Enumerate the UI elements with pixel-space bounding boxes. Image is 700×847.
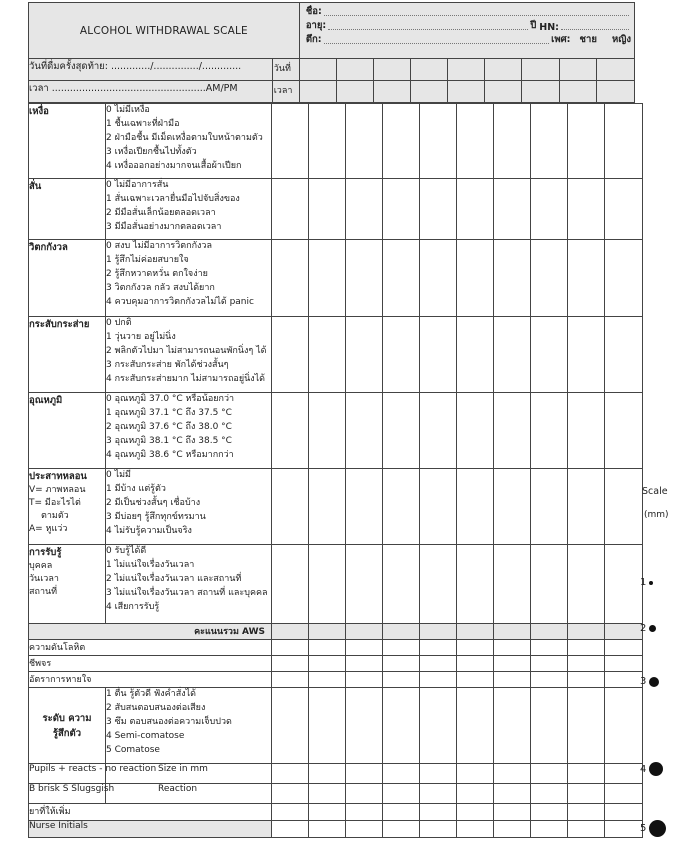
score-cell[interactable] — [272, 672, 309, 688]
score-cell[interactable] — [531, 469, 568, 545]
score-cell[interactable] — [383, 179, 420, 240]
criterion-option: 0 ไม่มีอาการสั่น — [106, 180, 169, 190]
score-cell[interactable] — [605, 804, 643, 821]
age-field[interactable] — [328, 29, 528, 30]
score-cell[interactable] — [605, 656, 643, 672]
score-cell[interactable] — [457, 640, 494, 656]
score-cell[interactable] — [494, 821, 531, 838]
score-cell[interactable] — [346, 764, 383, 784]
score-cell[interactable] — [494, 317, 531, 393]
score-cell[interactable] — [531, 764, 568, 784]
assessment-table — [28, 2, 635, 103]
criterion-option: 1 รู้สึกไม่ค่อยสบายใจ — [106, 254, 189, 265]
criterion-row — [29, 317, 643, 393]
score-cell[interactable] — [605, 784, 643, 804]
score-cell[interactable] — [383, 469, 420, 545]
score-cell[interactable] — [568, 624, 605, 640]
score-cell[interactable] — [420, 821, 457, 838]
criterion-sub: V= ภาพหลอน — [29, 485, 86, 495]
criterion-option: 2 มีมือสั่นเล็กน้อยตลอดเวลา — [106, 207, 216, 218]
score-cell[interactable] — [272, 656, 309, 672]
score-cell[interactable] — [605, 821, 643, 838]
score-cell[interactable] — [605, 317, 643, 393]
score-cell[interactable] — [568, 545, 605, 624]
score-cell[interactable] — [309, 469, 346, 545]
score-cell[interactable] — [494, 240, 531, 317]
score-cell[interactable] — [568, 317, 605, 393]
vital-label: ชีพจร — [29, 656, 272, 672]
pupils-label-1: Pupils + reacts - no reaction — [29, 764, 106, 784]
scale-number: 4 — [640, 763, 647, 775]
criterion-row — [29, 179, 643, 240]
score-cell[interactable] — [420, 640, 457, 656]
ward-field[interactable] — [324, 43, 550, 44]
criterion-row — [29, 393, 643, 469]
score-cell[interactable] — [420, 656, 457, 672]
score-cell[interactable] — [346, 656, 383, 672]
score-cell[interactable] — [420, 469, 457, 545]
score-cell[interactable] — [272, 688, 309, 764]
score-cell[interactable] — [531, 672, 568, 688]
score-cell[interactable] — [383, 545, 420, 624]
score-cell[interactable] — [531, 804, 568, 821]
score-cell[interactable] — [568, 672, 605, 688]
score-cell[interactable] — [383, 393, 420, 469]
day-col-label: วันที่ — [272, 59, 299, 81]
score-cell[interactable] — [605, 179, 643, 240]
criterion-label: อุณหภูมิ — [29, 393, 106, 469]
criterion-label: สั่น — [29, 179, 106, 240]
score-cell[interactable] — [457, 469, 494, 545]
score-cell[interactable] — [420, 240, 457, 317]
score-cell[interactable] — [568, 240, 605, 317]
criterion-sub: T= มีอะไรไต่ — [29, 498, 81, 509]
patient-info — [299, 3, 634, 59]
score-cell[interactable] — [457, 104, 494, 179]
score-cell[interactable] — [346, 317, 383, 393]
score-cell[interactable] — [605, 393, 643, 469]
score-cell[interactable] — [272, 545, 309, 624]
score-cell[interactable] — [272, 240, 309, 317]
pupils-size: Size in mm — [106, 764, 272, 784]
pupil-size-dot — [649, 820, 666, 837]
score-cell[interactable] — [457, 545, 494, 624]
criterion-option: 4 อุณหภูมิ 38.6 °C หรือมากกว่า — [106, 449, 234, 460]
score-cell[interactable] — [272, 393, 309, 469]
score-cell[interactable] — [457, 240, 494, 317]
criterion-sub: ตามตัว — [41, 511, 69, 522]
score-cell[interactable] — [494, 688, 531, 764]
scale-number: 5 — [640, 823, 647, 834]
score-cell[interactable] — [494, 104, 531, 179]
score-cell[interactable] — [346, 688, 383, 764]
criterion-option: 2 มีเป็นช่วงสั้นๆ เชื่อบ้าง — [106, 497, 201, 508]
score-cell[interactable] — [383, 764, 420, 784]
score-cell[interactable] — [494, 764, 531, 784]
score-cell[interactable] — [605, 640, 643, 656]
score-cell[interactable] — [568, 469, 605, 545]
criterion-option: 0 ไม่มี — [106, 470, 131, 480]
male-option[interactable]: ชาย — [579, 34, 597, 45]
criterion-option: 3 วิตกกังวล กลัว สงบได้ยาก — [106, 282, 215, 293]
pupils-label-2: B brisk S Slugsgish — [29, 784, 106, 804]
criterion-option: 0 ปกติ — [106, 318, 132, 328]
score-cell[interactable] — [346, 393, 383, 469]
score-cell[interactable] — [568, 656, 605, 672]
scale-number: 1 — [640, 577, 647, 588]
score-cell[interactable] — [383, 624, 420, 640]
criterion-option: 4 กระสับกระส่ายมาก ไม่สามารถอยู่นิ่งได้ — [106, 373, 266, 384]
meds-label: ยาที่ให้เพิ่ม — [29, 804, 272, 821]
score-cell[interactable] — [383, 317, 420, 393]
criterion-option: 2 ฝ่ามือชื้น มีเม็ดเหงื่อตามใบหน้าตามตัว — [106, 132, 263, 143]
score-cell[interactable] — [568, 688, 605, 764]
year-label: ปี — [530, 20, 537, 31]
score-cell[interactable] — [272, 640, 309, 656]
score-cell[interactable] — [272, 104, 309, 179]
criterion-options — [106, 104, 272, 179]
score-cell[interactable] — [494, 469, 531, 545]
score-cell[interactable] — [494, 624, 531, 640]
criterion-option: 3 มีบ่อยๆ รู้สึกทุกข์ทรมาน — [106, 511, 206, 522]
criterion-option: 0 อุณหภูมิ 37.0 °C หรือน้อยกว่า — [106, 394, 235, 404]
pupils-reaction: Reaction — [106, 784, 272, 804]
criterion-options — [106, 469, 272, 545]
criterion-label: วิตกกังวล — [29, 240, 106, 317]
last-drink-date: วันที่ดื่มครั้งสุดท้าย: ............./.............../............. — [29, 59, 273, 81]
score-cell[interactable] — [346, 624, 383, 640]
score-cell[interactable] — [346, 804, 383, 821]
criterion-option: 1 วุ่นวาย อยู่ไม่นิ่ง — [106, 331, 176, 342]
score-cell[interactable] — [568, 104, 605, 179]
score-cell[interactable] — [605, 545, 643, 624]
name-label: ชื่อ: — [305, 6, 322, 17]
score-cell[interactable] — [457, 804, 494, 821]
criterion-option: 3 มีมือสั่นอย่างมากตลอดเวลา — [106, 221, 222, 232]
score-cell[interactable] — [605, 688, 643, 764]
criterion-sub: สถานที่ — [29, 587, 58, 598]
score-cell[interactable] — [383, 640, 420, 656]
score-cell[interactable] — [346, 640, 383, 656]
score-cell[interactable] — [309, 804, 346, 821]
score-cell[interactable] — [494, 784, 531, 804]
score-cell[interactable] — [309, 640, 346, 656]
score-cell[interactable] — [272, 821, 309, 838]
score-cell[interactable] — [309, 317, 346, 393]
score-cell[interactable] — [272, 624, 309, 640]
score-cell[interactable] — [309, 240, 346, 317]
criterion-option: 1 ไม่แน่ใจเรื่องวันเวลา — [106, 559, 195, 570]
score-cell[interactable] — [568, 640, 605, 656]
scale-title: Scale — [642, 486, 668, 497]
score-cell[interactable] — [309, 784, 346, 804]
criterion-row — [29, 545, 643, 624]
score-cell[interactable] — [346, 545, 383, 624]
vital-label: ความดันโลหิต — [29, 640, 272, 656]
criterion-option: 1 ชื้นเฉพาะที่ฝ่ามือ — [106, 118, 180, 129]
criterion-option: 3 กระสับกระส่าย พักได้ช่วงสั้นๆ — [106, 359, 229, 370]
score-cell[interactable] — [272, 317, 309, 393]
criterion-option: 1 สั่นเฉพาะเวลายื่นมือไปจับสิ่งของ — [106, 193, 240, 204]
criterion-options — [106, 545, 272, 624]
score-cell[interactable] — [420, 393, 457, 469]
consciousness-label: ระดับ ความ รู้สึกตัว — [29, 688, 106, 764]
criterion-options — [106, 317, 272, 393]
criterion-options — [106, 393, 272, 469]
alcohol-withdrawal-form — [28, 2, 635, 840]
score-cell[interactable] — [531, 688, 568, 764]
score-cell[interactable] — [605, 764, 643, 784]
consciousness-option: 4 Semi-comatose — [106, 730, 185, 741]
criterion-label: ประสาทหลอน V= ภาพหลอน T= มีอะไรไต่ ตามตัว A= หูแว่ว — [29, 469, 106, 545]
criterion-option: 0 ไม่มีเหงื่อ — [106, 105, 150, 115]
pupil-scale — [638, 0, 700, 847]
score-cell[interactable] — [272, 469, 309, 545]
score-cell[interactable] — [420, 104, 457, 179]
score-cell[interactable] — [420, 624, 457, 640]
criterion-row — [29, 469, 643, 545]
score-cell[interactable] — [420, 545, 457, 624]
score-cell[interactable] — [309, 821, 346, 838]
score-cell[interactable] — [531, 179, 568, 240]
score-cell[interactable] — [531, 545, 568, 624]
pupil-size-dot — [649, 762, 663, 776]
score-cell[interactable] — [309, 179, 346, 240]
age-label: อายุ: — [305, 20, 327, 31]
score-cell[interactable] — [309, 764, 346, 784]
score-cell[interactable] — [457, 179, 494, 240]
scale-item — [640, 623, 656, 634]
score-cell[interactable] — [457, 624, 494, 640]
consciousness-options — [106, 688, 272, 764]
score-cell[interactable] — [346, 784, 383, 804]
score-cell[interactable] — [568, 393, 605, 469]
score-cell[interactable] — [531, 317, 568, 393]
criterion-option: 3 ไม่แน่ใจเรื่องวันเวลา สถานที่ และบุคคล — [106, 587, 268, 598]
score-cell[interactable] — [457, 656, 494, 672]
score-cell[interactable] — [531, 393, 568, 469]
scale-item — [640, 820, 666, 837]
score-cell[interactable] — [568, 784, 605, 804]
hn-label: HN: — [539, 22, 559, 33]
score-cell[interactable] — [531, 624, 568, 640]
score-cell[interactable] — [494, 804, 531, 821]
score-cell[interactable] — [494, 672, 531, 688]
score-cell[interactable] — [346, 104, 383, 179]
pupil-size-dot — [649, 677, 659, 687]
score-cell[interactable] — [457, 821, 494, 838]
score-cell[interactable] — [605, 469, 643, 545]
score-cell[interactable] — [605, 624, 643, 640]
scale-item — [640, 676, 659, 687]
criterion-option: 3 เหงื่อเปียกชื้นไปทั้งตัว — [106, 146, 197, 157]
score-cell[interactable] — [420, 179, 457, 240]
score-cell[interactable] — [531, 104, 568, 179]
criterion-option: 4 ควบคุมอาการวิตกกังวลไม่ได้ panic — [106, 296, 254, 307]
score-cell[interactable] — [309, 688, 346, 764]
consciousness-option: 5 Comatose — [106, 744, 160, 755]
score-cell[interactable] — [309, 104, 346, 179]
ward-label: ตึก: — [305, 34, 322, 45]
score-cell[interactable] — [457, 688, 494, 764]
score-cell[interactable] — [605, 104, 643, 179]
pupil-size-dot — [649, 625, 656, 632]
score-cell[interactable] — [420, 672, 457, 688]
criterion-option: 2 รู้สึกหวาดหวั่น ตกใจง่าย — [106, 268, 208, 279]
criteria-table — [28, 103, 643, 838]
criterion-sub: A= หูแว่ว — [29, 524, 68, 535]
score-cell[interactable] — [383, 821, 420, 838]
score-cell[interactable] — [494, 179, 531, 240]
score-cell[interactable] — [531, 656, 568, 672]
criterion-option: 2 พลิกตัวไปมา ไม่สามารถนอนพักนิ่งๆ ได้ — [106, 345, 267, 356]
criterion-option: 2 ไม่แน่ใจเรื่องวันเวลา และสถานที่ — [106, 573, 242, 584]
criterion-sub: วันเวลา — [29, 574, 59, 585]
score-cell[interactable] — [494, 545, 531, 624]
score-cell[interactable] — [568, 804, 605, 821]
criterion-option: 4 ไม่รับรู้ความเป็นจริง — [106, 525, 192, 536]
aws-total-label: คะแนนรวม AWS — [29, 624, 272, 640]
form-title: ALCOHOL WITHDRAWAL SCALE — [29, 3, 300, 59]
criterion-option: 4 เสียการรับรู้ — [106, 601, 160, 612]
nurse-initials-label: Nurse Initials — [29, 821, 272, 838]
score-cell[interactable] — [531, 240, 568, 317]
time-col-label: เวลา — [272, 81, 299, 103]
criterion-option: 1 อุณหภูมิ 37.1 °C ถึง 37.5 °C — [106, 407, 232, 418]
score-cell[interactable] — [420, 688, 457, 764]
score-cell[interactable] — [346, 672, 383, 688]
score-cell[interactable] — [272, 804, 309, 821]
sex-label: เพศ: — [551, 34, 571, 45]
criterion-option: 3 อุณหภูมิ 38.1 °C ถึง 38.5 °C — [106, 435, 232, 446]
last-drink-time: เวลา ...................................................AM/PM — [29, 81, 273, 103]
criterion-row — [29, 104, 643, 179]
score-cell[interactable] — [383, 688, 420, 764]
score-cell[interactable] — [383, 656, 420, 672]
scale-number: 2 — [640, 623, 647, 634]
criterion-option: 1 มีบ้าง แต่รู้ตัว — [106, 483, 166, 494]
score-cell[interactable] — [457, 393, 494, 469]
score-cell[interactable] — [309, 393, 346, 469]
consciousness-option: 2 สับสนตอบสนองต่อเสียง — [106, 702, 206, 713]
score-cell[interactable] — [531, 784, 568, 804]
scale-number: 3 — [640, 676, 647, 687]
score-cell[interactable] — [309, 545, 346, 624]
score-cell[interactable] — [605, 240, 643, 317]
score-cell[interactable] — [531, 640, 568, 656]
female-option[interactable]: หญิง — [612, 34, 631, 45]
score-cell[interactable] — [272, 764, 309, 784]
vital-label: อัตราการหายใจ — [29, 672, 272, 688]
score-cell[interactable] — [346, 179, 383, 240]
scale-item — [640, 577, 653, 588]
score-cell[interactable] — [494, 640, 531, 656]
score-cell[interactable] — [457, 672, 494, 688]
score-cell[interactable] — [494, 393, 531, 469]
score-cell[interactable] — [309, 672, 346, 688]
criterion-options — [106, 179, 272, 240]
score-cell[interactable] — [346, 469, 383, 545]
criterion-option: 0 รับรู้ได้ดี — [106, 546, 147, 556]
score-cell[interactable] — [272, 179, 309, 240]
score-cell[interactable] — [272, 784, 309, 804]
hn-field[interactable] — [561, 29, 629, 30]
scale-item — [640, 762, 663, 776]
score-cell[interactable] — [457, 764, 494, 784]
score-cell[interactable] — [457, 784, 494, 804]
score-cell[interactable] — [309, 656, 346, 672]
name-field[interactable] — [324, 15, 629, 16]
pupil-size-dot — [649, 581, 653, 585]
consciousness-option: 3 ซึม ตอบสนองต่อความเจ็บปวด — [106, 716, 232, 727]
score-cell[interactable] — [420, 317, 457, 393]
score-cell[interactable] — [457, 317, 494, 393]
score-cell[interactable] — [383, 804, 420, 821]
score-cell[interactable] — [568, 821, 605, 838]
score-cell[interactable] — [420, 784, 457, 804]
scale-unit: (mm) — [644, 510, 669, 520]
score-cell[interactable] — [568, 179, 605, 240]
criterion-label: กระสับกระส่าย — [29, 317, 106, 393]
criterion-options — [106, 240, 272, 317]
criterion-option: 2 อุณหภูมิ 37.6 °C ถึง 38.0 °C — [106, 421, 232, 432]
criterion-option: 4 เหงื่อออกอย่างมากจนเสื้อผ้าเปียก — [106, 160, 242, 171]
score-cell[interactable] — [494, 656, 531, 672]
score-cell[interactable] — [383, 672, 420, 688]
criterion-sub: บุคคล — [29, 561, 53, 571]
score-cell[interactable] — [568, 764, 605, 784]
score-cell[interactable] — [383, 240, 420, 317]
score-cell[interactable] — [346, 821, 383, 838]
score-cell[interactable] — [420, 764, 457, 784]
consciousness-option: 1 ตื่น รู้ตัวดี ฟังคำสั่งได้ — [106, 689, 196, 699]
score-cell[interactable] — [420, 804, 457, 821]
score-cell[interactable] — [531, 821, 568, 838]
score-cell[interactable] — [346, 240, 383, 317]
score-cell[interactable] — [383, 784, 420, 804]
criterion-label: การรับรู้ บุคคล วันเวลา สถานที่ — [29, 545, 106, 624]
score-cell[interactable] — [309, 624, 346, 640]
criterion-row — [29, 240, 643, 317]
criterion-option: 0 สงบ ไม่มีอาการวิตกกังวล — [106, 241, 212, 251]
score-cell[interactable] — [383, 104, 420, 179]
score-cell[interactable] — [605, 672, 643, 688]
criterion-label: เหงื่อ — [29, 104, 106, 179]
